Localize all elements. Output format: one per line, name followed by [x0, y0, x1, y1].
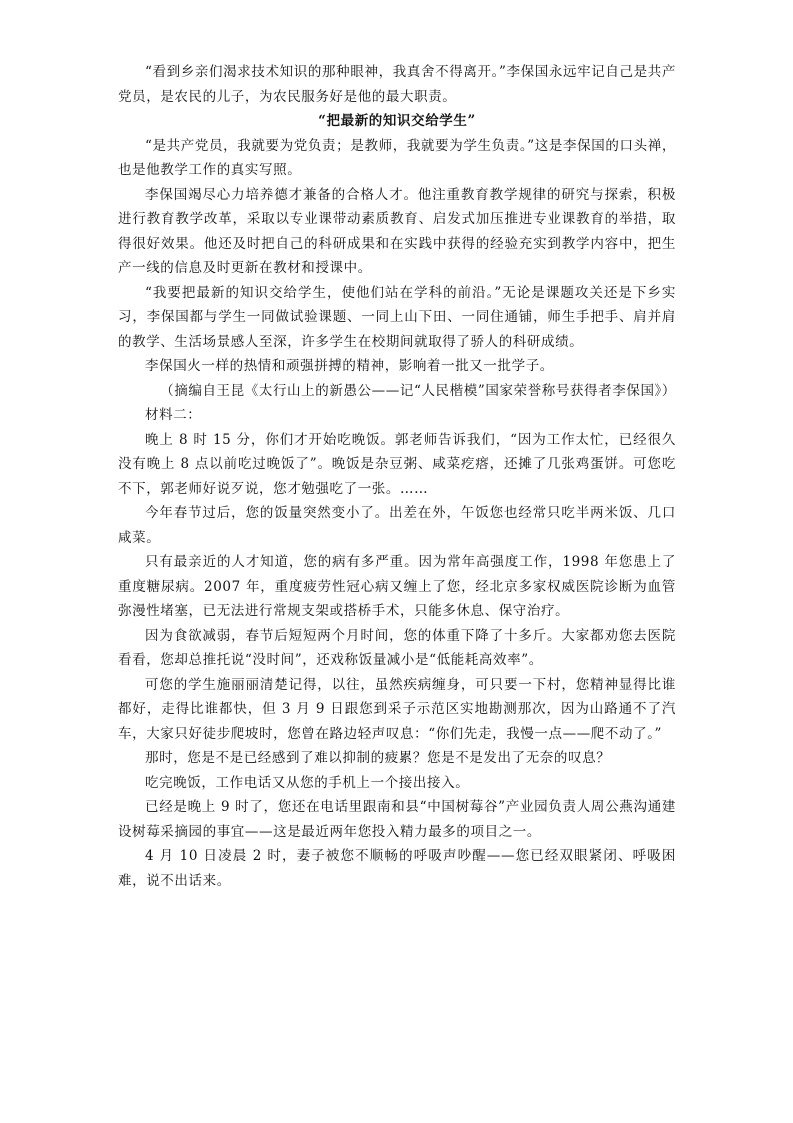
paragraph: 只有最亲近的人才知道，您的病有多严重。因为常年高强度工作，1998 年您患上了重度糖尿病。2007 年，重度疲劳性冠心病又缠上了您，经北京多家权威医院诊断为血管弥漫性堵塞，已无法进行常规支架或搭桥手术，只能多休息、保守治疗。: [118, 554, 676, 619]
paragraph: 因为食欲减弱，春节后短短两个月时间，您的体重下降了十多斤。大家都劝您去医院看看，您却总推托说“没时间”，还戏称饭量减小是“低能耗高效率”。: [118, 627, 676, 668]
paragraph: 吃完晚饭，工作电话又从您的手机上一个接出接入。: [145, 774, 470, 791]
paragraph: 4 月 10 日凌晨 2 时，妻子被您不顺畅的呼吸声吵醒——您已经双眼紧闭、呼吸困难，说不出话来。: [118, 848, 676, 889]
paragraph: 可您的学生施丽丽清楚记得，以往，虽然疾病缠身，可只要一下村，您精神显得比谁都好，走得比谁都快，但 3 月 9 日跟您到采子示范区实地勘测那次，因为山路通不了汽车，大家只好徒步爬坡时，您曾在路边轻声叹息：“你们先走，我慢一点——爬不动了。”: [118, 676, 676, 742]
paragraph: 李保国火一样的热情和顽强拼搏的精神，影响着一批又一批学子。: [145, 358, 554, 374]
paragraph: “是共产党员，我就要为党负责；是教师，我就要为学生负责。”这是李保国的口头禅，也是他教学工作的真实写照。: [118, 137, 676, 178]
source-citation: （摘编自王昆《太行山上的新愚公——记“人民楷模”国家荣誉称号获得者李保国》）: [160, 382, 676, 399]
section-title: “把最新的知识交给学生”: [318, 113, 476, 129]
paragraph: 晚上 8 时 15 分，你们才开始吃晚饭。郭老师告诉我们，“因为工作太忙，已经很久没有晚上 8 点以前吃过晚饭了”。晚饭是杂豆粥、咸菜疙瘩，还摊了几张鸡蛋饼。可您吃不下，郭老师好说歹说，您才勉强吃了一张。……: [118, 431, 676, 497]
paragraph: “看到乡亲们渴求技术知识的那种眼神，我真舍不得离开。”李保国永远牢记自己是共产党员，是农民的儿子，为农民服务好是他的最大职责。: [118, 64, 676, 105]
paragraph: “我要把最新的知识交给学生，使他们站在学科的前沿。”无论是课题攻关还是下乡实习，李保国都与学生一同做试验课题、一同上山下田、一同住通铺，师生手把手、肩并肩的教学、生活场景感人至深，许多学生在校期间就取得了骄人的科研成绩。: [118, 284, 676, 350]
paragraph: 那时，您是不是已经感到了难以抑制的疲累？您是不是发出了无奈的叹息？: [145, 750, 611, 766]
paragraph: 今年春节过后，您的饭量突然变小了。出差在外，午饭您也经常只吃半两米饭、几口咸菜。: [118, 505, 676, 546]
paragraph: 已经是晚上 9 时了，您还在电话里跟南和县“中国树莓谷”产业园负责人周公燕沟通建设树莓采摘园的事宜——这是最近两年您投入精力最多的项目之一。: [118, 799, 676, 840]
document-page: [118, 60, 676, 893]
paragraph: 李保国竭尽心力培养德才兼备的合格人才。他注重教育教学规律的研究与探索，积极进行教育教学改革，采取以专业课带动素质教育、启发式加压推进专业课教育的举措，取得很好效果。他还及时把自己的科研成果和在实践中获得的经验充实到教学内容中，把生产一线的信息及时更新在教材和授课中。: [118, 186, 676, 276]
material-label: 材料二：: [145, 407, 202, 423]
